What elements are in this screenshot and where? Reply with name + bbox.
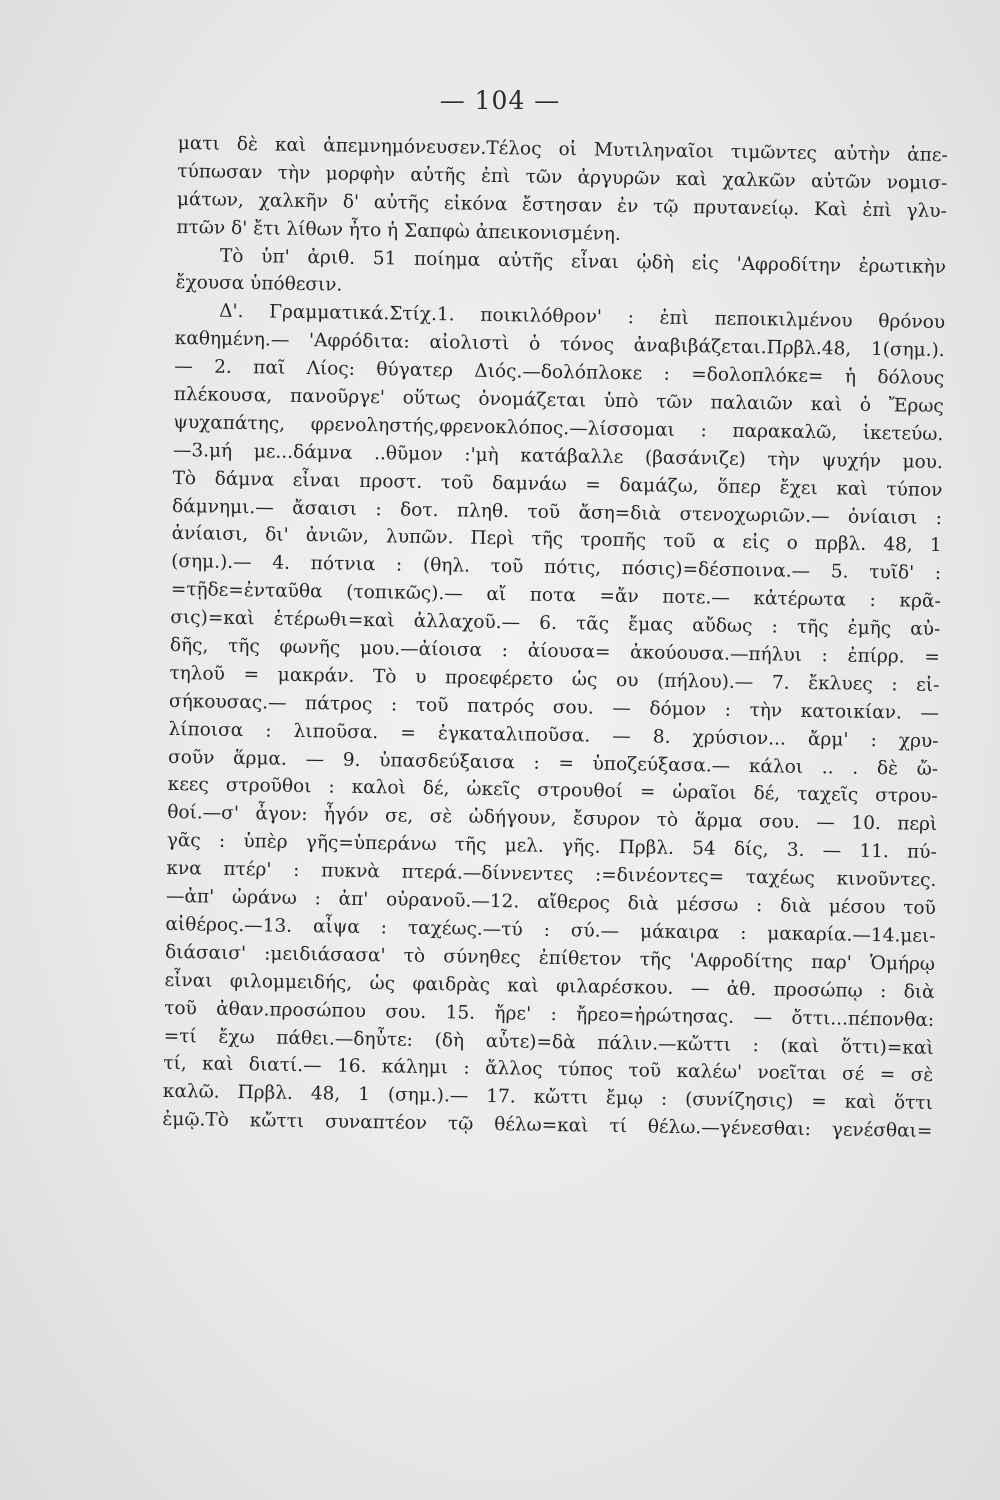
- text-line: (σημ.).— 4. πότνια : (θηλ. τοῦ πότις, πόσις)=δέσποινα.— 5. τυῖδ' :: [171, 551, 942, 585]
- text-line: πλέκουσα, πανοῦργε' οὕτως ὀνομάζεται ὑπὸ τῶν παλαιῶν καὶ ὁ Ἔρως: [173, 383, 944, 418]
- text-line: καλῶ. Πρβλ. 48, 1 (σημ.).— 17. κὤττι ἔμῳ : (συνίζησις) = καὶ ὅττι: [162, 1081, 933, 1115]
- text-line: θοί.—σ' ἆγον: ἦγόν σε, σὲ ὡδήγουν, ἔσυρον τὸ ἅρμα σου. — 10. περὶ: [167, 802, 938, 836]
- text-line: καθημένη.— 'Αφρόδιτα: αἰολιστὶ ὁ τόνος ἀναβιβάζεται.Πρβλ.48, 1(σημ.).: [174, 328, 945, 362]
- text-line: αἰθέρος.—13. αἶψα : ταχέως.—τύ : σύ.— μάκαιρα : μακαρία.—14.μει-: [165, 913, 936, 947]
- text-line: σήκουσας.— πάτρος : τοῦ πατρός σου. — δόμον : τὴν κατοικίαν. —: [168, 690, 940, 724]
- text-line: εἶναι φιλομμειδής, ὡς φαιδρὰς καὶ φιλαρέσκου. — ἀθ. προσώπῳ : διὰ: [164, 969, 935, 1003]
- text-line: ἀνίαισι, δι' ἀνιῶν, λυπῶν. Περὶ τῆς τροπῆς τοῦ α εἰς ο πρβλ. 48, 1: [171, 523, 942, 557]
- text-line: μάτων, χαλκῆν δ' αὐτῆς εἰκόνα ἔστησαν ἐν τῷ πρυτανείῳ. Καὶ ἐπὶ γλυ-: [176, 188, 947, 222]
- text-line: τοῦ ἀθαν.προσώπου σου. 15. ἤρε' : ἤρεο=ἠρώτησας. — ὄττι...πέπονθα:: [164, 997, 935, 1031]
- text-line: δῆς, τῆς φωνῆς μου.—ἀίοισα : ἀίουσα= ἀκούουσα.—πήλυι : ἐπίρρ. =: [169, 634, 940, 669]
- text-line: =τῇδε=ἐνταῦθα (τοπικῶς).— αἴ ποτα =ἄν ποτε.— κἀτέρωτα : κρᾶ-: [170, 579, 941, 613]
- text-line: Δ'. Γραμματικά.Στίχ.1. ποικιλόθρον' : ἐπὶ πεποικιλμένου θρόνου: [218, 301, 946, 334]
- text-line: τύπωσαν τὴν μορφὴν αὐτῆς ἐπὶ τῶν ἀργυρῶν καὶ χαλκῶν αὐτῶν νομισ-: [177, 160, 948, 194]
- text-line: τί, καὶ διατί.— 16. κάλημι : ἄλλος τύπος τοῦ καλέω' νοεῖται σέ = σὲ: [163, 1053, 934, 1087]
- text-line: σις)=καὶ ἑτέρωθι=καὶ ἀλλαχοῦ.— 6. τᾶς ἔμας αὔδως : τῆς ἐμῆς αὐ-: [170, 607, 941, 641]
- text-line: =τί ἔχω πάθει.—δηὖτε: (δὴ αὖτε)=δὰ πάλιν.—κὤττι : (καὶ ὅττι)=καὶ: [163, 1025, 934, 1059]
- text-line: δάμνημι.— ἄσαισι : δοτ. πληθ. τοῦ ἄση=διὰ στενοχωριῶν.— ὀνίαισι :: [171, 495, 943, 529]
- text-line: λίποισα : λιποῦσα. = ἐγκαταλιποῦσα. — 8. χρύσιον... ἄρμ' : χρυ-: [168, 718, 939, 752]
- text-line: —3.μή με...δάμνα ..θῦμον :'μὴ κατάβαλλε (βασάνιζε) τὴν ψυχήν μου.: [172, 439, 944, 473]
- text-line: πτῶν δ' ἔτι λίθων ἦτο ἡ Σαπφὼ ἀπεικονισμένη.: [176, 216, 622, 245]
- body-text: [162, 130, 948, 1146]
- page-number: — 104 —: [439, 86, 561, 115]
- text-line: — 2. παῖ Λίος: θύγατερ Διός.—δολόπλοκε : =δολοπλόκε= ἡ δόλους: [174, 356, 945, 390]
- text-line: κεες στροῦθοι : καλοὶ δέ, ὠκεῖς στρουθοί = ὡραῖοι δέ, ταχεῖς στρου-: [167, 774, 938, 808]
- text-line: —ἀπ' ὠράνω : ἀπ' οὐρανοῦ.—12. αἴθερος διὰ μέσσω : διὰ μέσου τοῦ: [165, 885, 937, 920]
- text-line: ματι δὲ καὶ ἀπεμνημόνευσεν.Τέλος οἱ Μυτιληναῖοι τιμῶντες αὐτὴν ἀπε-: [177, 132, 948, 167]
- text-line: ψυχαπάτης, φρενοληστής,φρενοκλόπος.—λίσσομαι : παρακαλῶ, ἱκετεύω.: [173, 411, 944, 445]
- text-line: τηλοῦ = μακράν. Τὸ υ προεφέρετο ὡς ου (πήλου).— 7. ἔκλυες : εἰ-: [169, 662, 940, 696]
- text-line: ἔχουσα ὑπόθεσιν.: [175, 272, 343, 297]
- text-line: ἐμῷ.Τὸ κὤττι συναπτέον τῷ θέλω=καὶ τί θέλω.—γένεσθαι: γενέσθαι=: [162, 1109, 933, 1143]
- text-line: Τὸ δάμνα εἶναι προστ. τοῦ δαμνάω = δαμάζω, ὅπερ ἔχει καὶ τύπον: [172, 467, 943, 501]
- text-line: διάσαισ' :μειδιάσασα' τὸ σύνηθες ἐπίθετον τῆς 'Αφροδίτης παρ' Ὁμήρῳ: [164, 941, 936, 975]
- text-line: σοῦν ἅρμα. — 9. ὐπασδεύξαισα : = ὑποζεύξασα.— κάλοι .. . δὲ ὤ-: [167, 746, 939, 780]
- text-line: γᾶς : ὑπὲρ γῆς=ὑπεράνω τῆς μελ. γῆς. Πρβλ. 54 δίς, 3. — 11. πύ-: [166, 830, 937, 864]
- text-line: Τὸ ὑπ' ἀριθ. 51 ποίημα αὐτῆς εἶναι ᾠδὴ εἰς 'Αφροδίτην ἐρωτικὴν: [219, 245, 947, 278]
- text-line: κνα πτέρ' : πυκνὰ πτερά.—δίννεντες :=δινέοντες= ταχέως κινοῦντες.: [166, 858, 937, 892]
